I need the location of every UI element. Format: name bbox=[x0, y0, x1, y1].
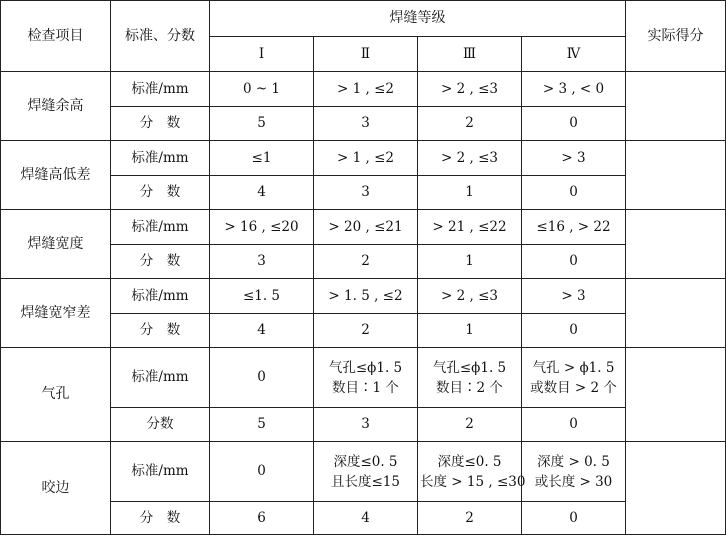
score-cell: 0 bbox=[522, 245, 626, 279]
score-label: 分数 bbox=[111, 408, 210, 442]
standard-cell bbox=[314, 348, 418, 408]
score-label: 分 数 bbox=[111, 502, 210, 535]
standard-line: 数目∶2 个 bbox=[436, 379, 503, 396]
header-grade: 焊缝等级 bbox=[210, 1, 626, 37]
score-cell: 2 bbox=[314, 245, 418, 279]
standard-label: 标准/mm bbox=[111, 72, 210, 107]
score-cell: 3 bbox=[314, 107, 418, 141]
standard-cell: > 2 , ≤3 bbox=[418, 72, 522, 107]
score-cell: 1 bbox=[418, 314, 522, 348]
standard-label: 标准/mm bbox=[111, 279, 210, 314]
item-name: 焊缝宽度 bbox=[1, 210, 111, 279]
actual-score-cell bbox=[626, 72, 726, 141]
header-item: 检查项目 bbox=[1, 1, 111, 72]
standard-line: 或长度 > 30 bbox=[534, 473, 613, 490]
item-name: 焊缝余高 bbox=[1, 72, 111, 141]
standard-cell bbox=[418, 442, 526, 502]
score-cell: 2 bbox=[314, 314, 418, 348]
standard-cell: > 3 , < 0 bbox=[522, 72, 626, 107]
grade-level-4: Ⅳ bbox=[522, 37, 626, 72]
table-row bbox=[1, 141, 726, 176]
score-cell: 3 bbox=[314, 408, 418, 442]
item-name: 焊缝高低差 bbox=[1, 141, 111, 210]
standard-label: 标准/mm bbox=[111, 442, 210, 502]
standard-cell: 0 bbox=[210, 348, 314, 408]
standard-line: 深度≤0. 5 bbox=[437, 453, 502, 470]
standard-cell: > 21 , ≤22 bbox=[418, 210, 522, 245]
grade-level-2: Ⅱ bbox=[314, 37, 418, 72]
standard-cell bbox=[522, 442, 626, 502]
standard-cell: > 3 bbox=[522, 141, 626, 176]
standard-label: 标准/mm bbox=[111, 210, 210, 245]
score-cell: 4 bbox=[314, 502, 418, 535]
score-cell: 0 bbox=[522, 314, 626, 348]
item-name: 焊缝宽窄差 bbox=[1, 279, 111, 348]
table-row bbox=[1, 348, 726, 408]
actual-score-cell bbox=[626, 279, 726, 348]
standard-cell: > 20 , ≤21 bbox=[314, 210, 418, 245]
score-label: 分 数 bbox=[111, 176, 210, 210]
table-row bbox=[1, 279, 726, 314]
standard-label: 标准/mm bbox=[111, 141, 210, 176]
standard-line: 气孔≤ϕ1. 5 bbox=[432, 359, 507, 376]
standard-line: 且长度≤15 bbox=[331, 473, 400, 490]
standard-cell: > 2 , ≤3 bbox=[418, 279, 522, 314]
standard-line: 气孔≤ϕ1. 5 bbox=[328, 359, 403, 376]
item-name: 气孔 bbox=[1, 348, 111, 442]
score-cell: 3 bbox=[210, 245, 314, 279]
score-cell: 0 bbox=[522, 502, 626, 535]
score-cell: 0 bbox=[522, 408, 626, 442]
actual-score-cell bbox=[626, 348, 726, 442]
standard-cell: > 16 , ≤20 bbox=[210, 210, 314, 245]
standard-cell: ≤16 , > 22 bbox=[522, 210, 626, 245]
standard-line: 深度≤0. 5 bbox=[333, 453, 398, 470]
score-cell: 5 bbox=[210, 107, 314, 141]
grade-level-3: Ⅲ bbox=[418, 37, 522, 72]
header-row-1 bbox=[1, 1, 726, 37]
standard-line: 气孔 > ϕ1. 5 bbox=[532, 359, 615, 376]
actual-score-cell bbox=[626, 442, 726, 535]
standard-cell: > 1. 5 , ≤2 bbox=[314, 279, 418, 314]
score-cell: 4 bbox=[210, 176, 314, 210]
standard-cell: 0 bbox=[210, 442, 314, 502]
standard-cell bbox=[522, 348, 626, 408]
score-cell: 2 bbox=[418, 408, 522, 442]
score-cell: 6 bbox=[210, 502, 314, 535]
score-cell: 4 bbox=[210, 314, 314, 348]
standard-line: 数目∶1 个 bbox=[332, 379, 399, 396]
grade-level-1: Ⅰ bbox=[210, 37, 314, 72]
actual-score-cell bbox=[626, 141, 726, 210]
table-row bbox=[1, 442, 726, 502]
standard-cell: > 1 , ≤2 bbox=[314, 141, 418, 176]
standard-cell: > 1 , ≤2 bbox=[314, 72, 418, 107]
score-cell: 2 bbox=[418, 502, 522, 535]
standard-label: 标准/mm bbox=[111, 348, 210, 408]
standard-cell bbox=[418, 348, 522, 408]
score-cell: 1 bbox=[418, 176, 522, 210]
actual-score-cell bbox=[626, 210, 726, 279]
score-cell: 1 bbox=[418, 245, 522, 279]
standard-cell: > 3 bbox=[522, 279, 626, 314]
header-standard-score: 标准、分数 bbox=[111, 1, 210, 72]
score-cell: 3 bbox=[314, 176, 418, 210]
score-cell: 0 bbox=[522, 176, 626, 210]
standard-line: 长度 > 15 , ≤30 bbox=[420, 473, 526, 490]
standard-line: 深度 > 0. 5 bbox=[537, 453, 610, 470]
score-label: 分 数 bbox=[111, 107, 210, 141]
score-cell: 0 bbox=[522, 107, 626, 141]
standard-cell bbox=[314, 442, 418, 502]
score-cell: 2 bbox=[418, 107, 522, 141]
table-row bbox=[1, 72, 726, 107]
header-actual-score: 实际得分 bbox=[626, 1, 726, 72]
standard-line: 或数目 > 2 个 bbox=[530, 379, 617, 396]
standard-cell: > 2 , ≤3 bbox=[418, 141, 522, 176]
score-cell: 5 bbox=[210, 408, 314, 442]
standard-cell: 0 ~ 1 bbox=[210, 72, 314, 107]
standard-cell: ≤1. 5 bbox=[210, 279, 314, 314]
item-name: 咬边 bbox=[1, 442, 111, 535]
standard-cell: ≤1 bbox=[210, 141, 314, 176]
table-row bbox=[1, 210, 726, 245]
score-label: 分 数 bbox=[111, 245, 210, 279]
score-label: 分 数 bbox=[111, 314, 210, 348]
